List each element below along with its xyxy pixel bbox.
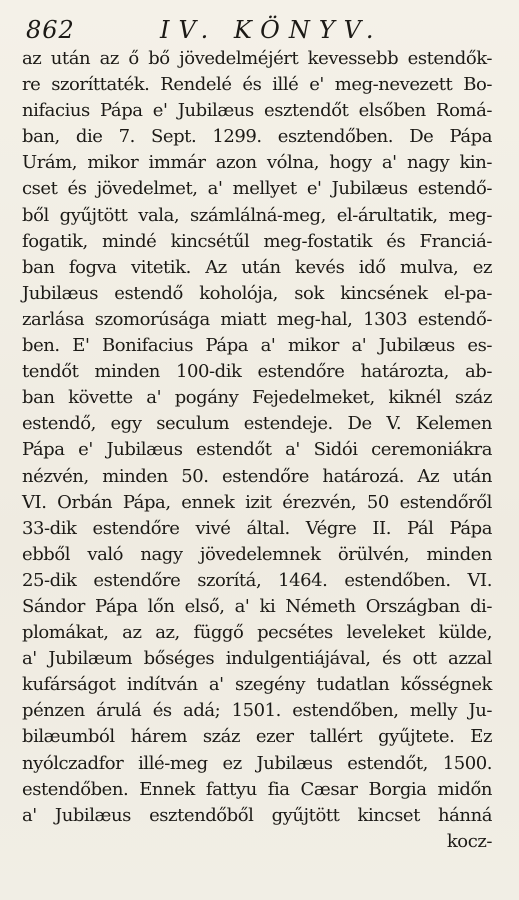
text-line: az után az ő bő jövedelméjért kevessebb estendők- xyxy=(22,48,492,69)
text-line: plomákat, az az, függő pecsétes leveleket külde, xyxy=(22,622,492,644)
text-line: ban fogva vitetik. Az után kevés idő mulva, ez xyxy=(22,256,492,278)
text-line: ban, die 7. Sept. 1299. esztendőben. De Pápa xyxy=(22,126,492,148)
text-line: re szoríttaték. Rendelé és illé e' meg-nevezett Bo- xyxy=(22,74,492,96)
text-line: 25-dik estendőre szorítá, 1464. estendőben. VI. xyxy=(22,569,492,591)
text-line: estendőben. Ennek fattyu fia Cæsar Borgia midőn xyxy=(22,778,492,800)
text-line: a' Jubilæus esztendőből gyűjtött kincset hánná xyxy=(22,804,492,826)
book-title: IV. KÖNYV. xyxy=(160,16,383,44)
text-line: pénzen árulá és adá; 1501. estendőben, melly Ju- xyxy=(22,700,492,722)
text-line: ebből való nagy jövedelemnek örülvén, minden xyxy=(22,543,492,565)
text-line: VI. Orbán Pápa, ennek izit érezvén, 50 estendőről xyxy=(22,491,492,513)
text-line: ből gyűjtött vala, számlálná-meg, el-árultatik, meg- xyxy=(22,204,492,226)
text-line: Urám, mikor immár azon vólna, hogy a' nagy kin- xyxy=(22,152,492,174)
text-line: nifacius Pápa e' Jubilæus esztendőt elsőben Romá- xyxy=(22,100,492,122)
text-line: bilæumból hárem száz ezer tallért gyűjtete. Ez xyxy=(22,726,492,748)
text-line: ben. E' Bonifacius Pápa a' mikor a' Jubilæus es- xyxy=(22,335,492,357)
text-line: 33-dik estendőre vivé által. Végre II. Pál Pápa xyxy=(22,517,492,539)
text-line: tendőt minden 100-dik estendőre határozta, ab- xyxy=(22,361,492,383)
text-line: kufárságot indítván a' szegény tudatlan kősségnek xyxy=(22,674,492,696)
running-head xyxy=(20,12,499,44)
text-line: fogatik, mindé kincsétűl meg-fostatik és Franciá- xyxy=(22,230,492,252)
body-text xyxy=(22,46,492,855)
text-line: nyólczadfor illé-meg ez Jubilæus estendőt, 1500. xyxy=(22,752,492,774)
text-line: zarlása szomorúsága miatt meg-hal, 1303 estendő- xyxy=(22,308,492,330)
text-line: ban követte a' pogány Fejedelmeket, kiknél száz xyxy=(22,387,492,409)
text-line: Sándor Pápa lőn első, a' ki Németh Országban di- xyxy=(22,595,492,617)
text-line: nézvén, minden 50. estendőre határozá. Az után xyxy=(22,465,492,487)
text-line: cset és jövedelmet, a' mellyet e' Jubilæus estendő- xyxy=(22,178,492,200)
text-line: estendő, egy seculum estendeje. De V. Kelemen xyxy=(22,413,492,435)
catchword: kocz- xyxy=(446,830,492,852)
page-number: 862 xyxy=(26,16,75,44)
text-line: Jubilæus estendő koholója, sok kincsének el-pa- xyxy=(22,282,492,304)
text-line: a' Jubilæum bőséges indulgentiájával, és ott azzal xyxy=(22,648,492,670)
text-line: Pápa e' Jubilæus estendőt a' Sidói ceremoniákra xyxy=(22,439,492,461)
